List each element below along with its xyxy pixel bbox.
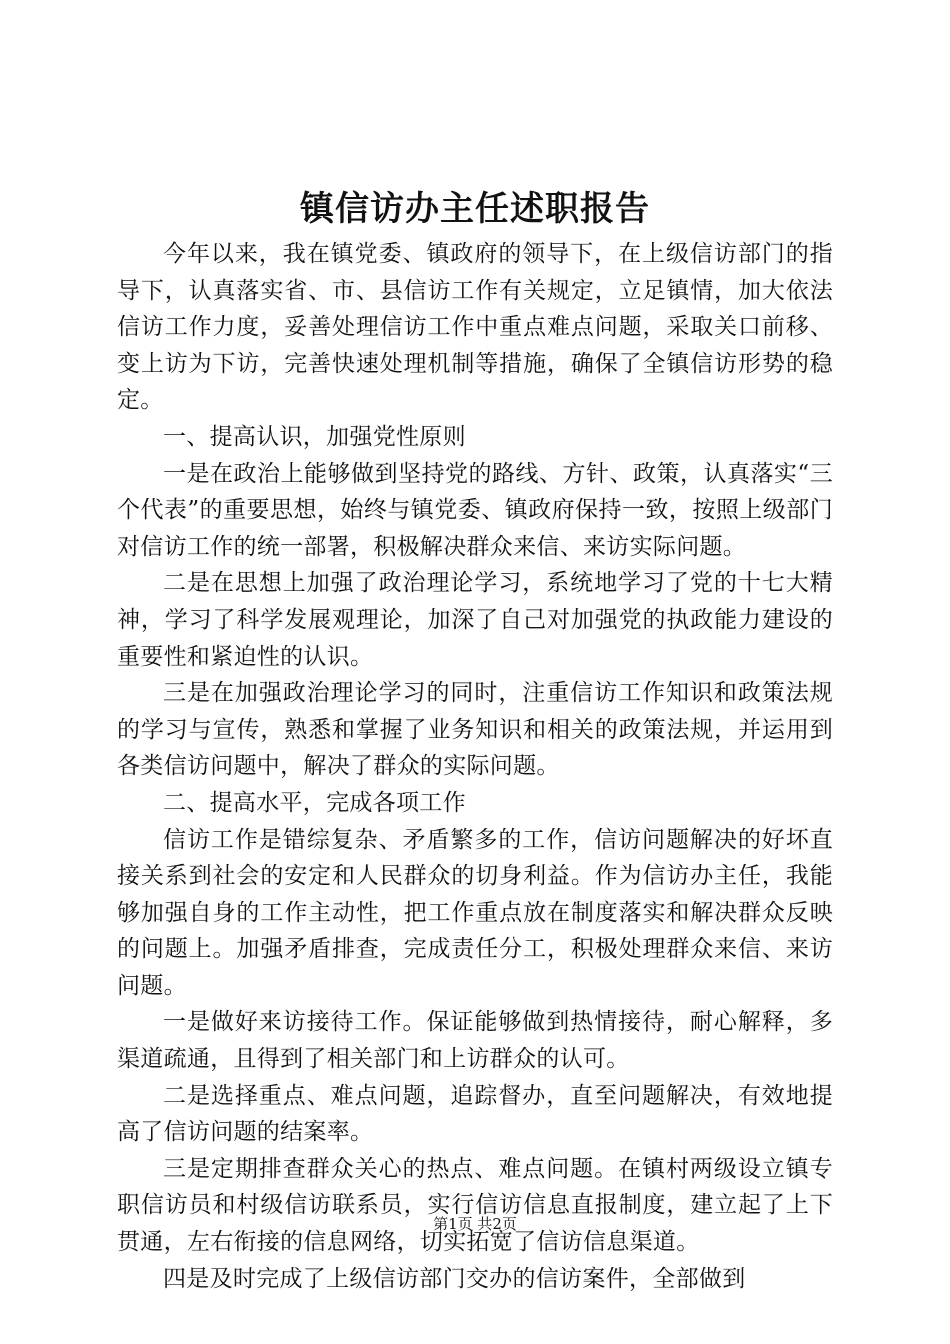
section-heading-1: 一、提高认识，加强党性原则 (163, 423, 466, 450)
page-number-footer: 第1页 共2页 (433, 1215, 517, 1233)
paragraph: 四是及时完成了上级信访部门交办的信访案件，全部做到 (163, 1265, 746, 1292)
section-heading-2: 二、提高水平，完成各项工作 (163, 789, 466, 816)
paragraph: 信访工作是错综复杂、矛盾繁多的工作，信访问题解决的好坏直接关系到社会的安定和人民群众的切身利益。作为信访办主任，我能够加强自身的工作主动性，把工作重点放在制度落实和解决群众反映的问题上。加强矛盾排查，完成责任分工，积极处理群众来信、来访问题。 (117, 826, 833, 999)
paragraph: 一是在政治上能够做到坚持党的路线、方针、政策，认真落实“三个代表”的重要思想，始终与镇党委、镇政府保持一致，按照上级部门对信访工作的统一部署，积极解决群众来信、来访实际问题。 (117, 460, 833, 560)
paragraph: 二是在思想上加强了政治理论学习，系统地学习了党的十七大精神，学习了科学发展观理论，加深了自己对加强党的执政能力建设的重要性和紧迫性的认识。 (117, 570, 833, 670)
document-body (117, 236, 833, 1297)
paragraph: 三是定期排查群众关心的热点、难点问题。在镇村两级设立镇专职信访员和村级信访联系员，实行信访信息直报制度，建立起了上下贯通，左右衔接的信息网络，切实拓宽了信访信息渠道。 (117, 1155, 833, 1256)
paragraph: 二是选择重点、难点问题，追踪督办，直至问题解决，有效地提高了信访问题的结案率。 (117, 1082, 833, 1146)
paragraph: 一是做好来访接待工作。保证能够做到热情接待，耐心解释，多渠道疏通，且得到了相关部门和上访群众的认可。 (117, 1009, 833, 1073)
document-title: 镇信访办主任述职报告 (300, 189, 650, 229)
paragraph-intro: 今年以来，我在镇党委、镇政府的领导下，在上级信访部门的指导下，认真落实省、市、县信访工作有关规定，立足镇情，加大依法信访工作力度，妥善处理信访工作中重点难点问题，采取关口前移、变上访为下访，完善快速处理机制等措施，确保了全镇信访形势的稳定。 (117, 241, 833, 414)
paragraph: 三是在加强政治理论学习的同时，注重信访工作知识和政策法规的学习与宣传，熟悉和掌握了业务知识和相关的政策法规，并运用到各类信访问题中，解决了群众的实际问题。 (117, 680, 833, 780)
